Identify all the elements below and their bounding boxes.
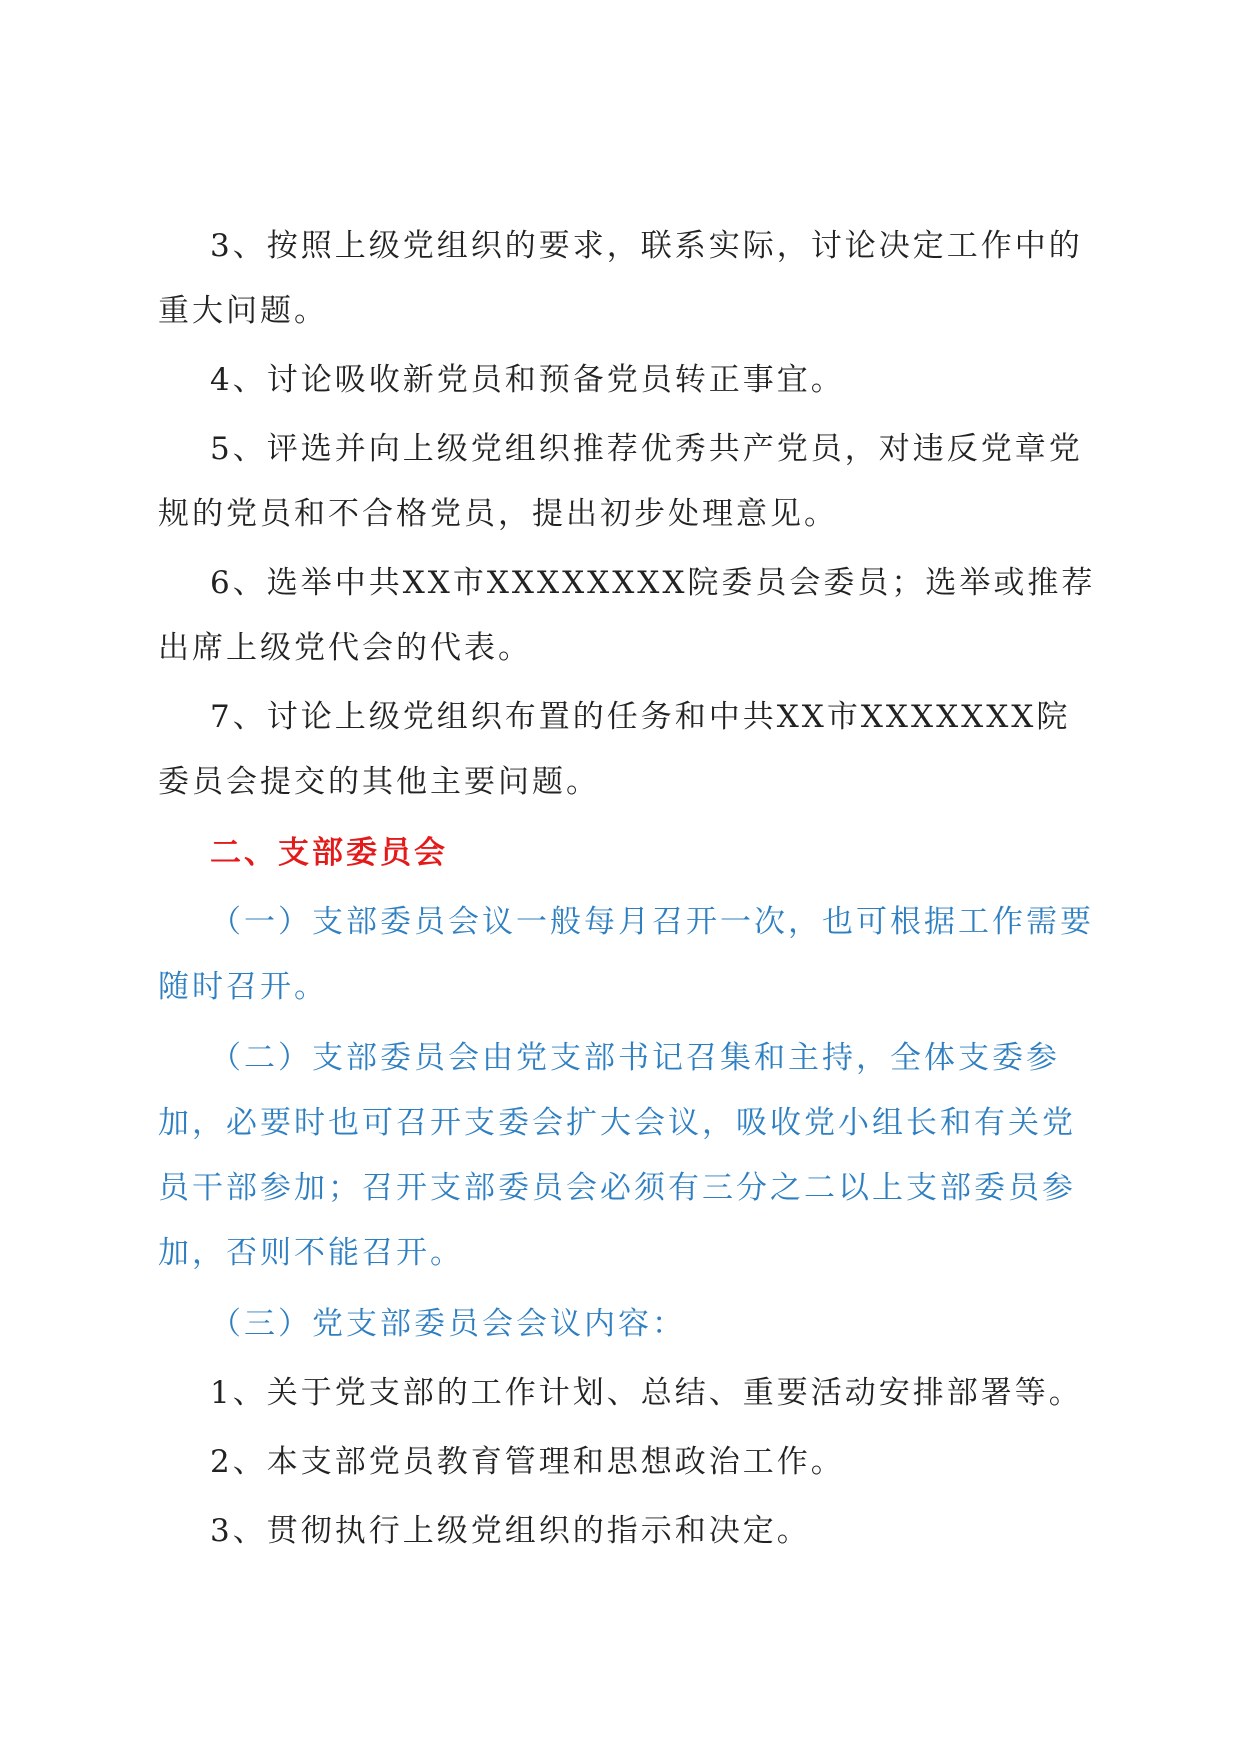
section-heading: 二、支部委员会 bbox=[210, 835, 448, 871]
content-item-1: 1、关于党支部的工作计划、总结、重要活动安排部署等。 bbox=[210, 1375, 1083, 1411]
content-item-2: 2、本支部党员教育管理和思想政治工作。 bbox=[210, 1444, 845, 1480]
paragraph-item-5: 5、评选并向上级党组织推荐优秀共产党员，对违反党章党规的党员和不合格党员，提出初步处理意见。 bbox=[158, 431, 1083, 532]
paragraph-item-7: 7、讨论上级党组织布置的任务和中共XX市XXXXXXX院委员会提交的其他主要问题。 bbox=[158, 699, 1071, 800]
content-item-3: 3、贯彻执行上级党组织的指示和决定。 bbox=[210, 1513, 811, 1549]
clause-three: （三）党支部委员会会议内容： bbox=[210, 1306, 686, 1342]
clause-two: （二）支部委员会由党支部书记召集和主持，全体支委参加，必要时也可召开支委会扩大会议，吸收党小组长和有关党员干部参加；召开支部委员会必须有三分之二以上支部委员参加，否则不能召开。 bbox=[158, 1040, 1076, 1271]
paragraph-item-6: 6、选举中共XX市XXXXXXXX院委员会委员；选举或推荐出席上级党代会的代表。 bbox=[158, 565, 1096, 666]
clause-one: （一）支部委员会议一般每月召开一次，也可根据工作需要随时召开。 bbox=[158, 904, 1094, 1005]
paragraph-item-3: 3、按照上级党组织的要求，联系实际，讨论决定工作中的重大问题。 bbox=[158, 228, 1083, 329]
paragraph-item-4: 4、讨论吸收新党员和预备党员转正事宜。 bbox=[210, 362, 845, 398]
document-body bbox=[158, 214, 1098, 1564]
